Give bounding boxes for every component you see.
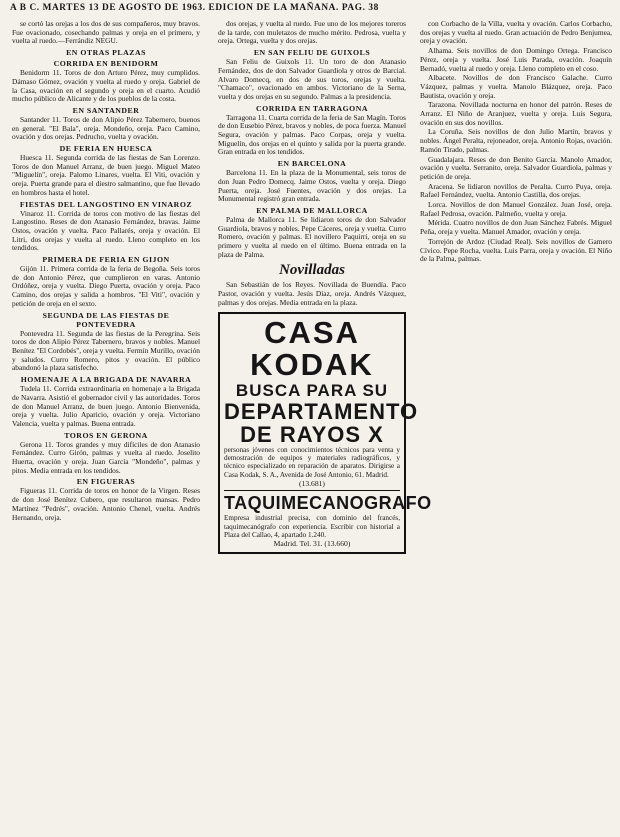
article-paragraph: Guadalajara. Reses de don Benito García. Manolo Amador, ovación y vuelta. Serranito, oreja. Salvador Guardiola, palmas y petición de oreja.: [420, 154, 612, 181]
ad-title-rayos-x: DE RAYOS X: [240, 421, 384, 447]
page-header: A B C. MARTES 13 DE AGOSTO DE 1963. EDICION DE LA MAÑANA. PAG. 38: [10, 3, 379, 13]
article-paragraph: Alhama. Seis novillos de don Domingo Ortega. Francisco Pérez, oreja y vuelta. José Luis Parada, ovación. Joaquín Bernadó, vuelta al ruedo y oreja. Lleno completo en el coso.: [420, 46, 612, 73]
article-paragraph: dos orejas, y vuelta al ruedo. Fue uno de los mejores toreros de la tarde, con muletazos de mucho mérito. Pedrosa, vuelta y oreja. Ortega, vuelta y dos orejas.: [218, 19, 406, 46]
article-paragraph: Barcelona 11. En la plaza de la Monumental, seis toros de don Juan Pedro Domecq. Jaime Ostos, vuelta y oreja. Diego Puerta, oreja. José Fuentes, ovación y dos orejas. La Monumental registró gran entrada.: [218, 168, 406, 204]
section-heading: CORRIDA EN BENIDORM: [53, 59, 159, 69]
article-paragraph: Mérida. Cuatro novillos de don Juan Sánchez Fabrés. Miguel Peña, oreja y vuelta. Manuel Amador, ovación y oreja.: [420, 218, 612, 237]
article-paragraph: Tarazona. Novillada nocturna en honor del patrón. Reses de Arranz. El Niño de Aranjuez, vuelta y oreja. Luis Segura, ovación en sus dos novillos.: [420, 100, 612, 127]
article-paragraph: Lorca. Novillos de don Manuel González. Juan José, oreja. Rafael Pedrosa, ovación. Palmeño, vuelta y oreja.: [420, 200, 612, 218]
article-paragraph: Tarragona 11. Cuarta corrida de la feria de San Magín. Toros de don Eusebio Pérez, bravos y nobles, de poca fuerza. Manuel Segura, ovación y palmas. Paco Corpas, oreja y vuelta. Miguelín, dos orejas en el quinto y salida por la puerta grande. Gran entrada en los tendidos.: [218, 112, 406, 157]
article-paragraph: Santander 11. Toros de don Alipio Pérez Tabernero, buenos en general. "El Bala", oreja. Mondeño, oreja. Paco Camino, ovación y dos orejas. Pedrucho, vuelta y ovación.: [12, 114, 200, 142]
ad-body-text: personas jóvenes con conocimientos técnicos para venta y demostración de equipos y materiales radiográficos, y técnico especializado en reparación de aparatos. Dirigirse a Casa Kodak, S. A., Avenida de José Antonio, 61. Madrid.: [224, 445, 400, 479]
ad-title-busca: BUSCA PARA SU: [235, 380, 389, 400]
article-paragraph: Torrejón de Ardoz (Ciudad Real). Seis novillos de Gamero Cívico. Pepe Rocha, vuelta. Luis Parra, oreja y ovación. El Niño de la Palma, palmas.: [420, 236, 612, 264]
column-3: [420, 20, 612, 832]
article-paragraph: San Sebastián de los Reyes. Novillada de Buendía. Paco Pastor, ovación y vuelta. Jesús Díaz, oreja. Andrés Vázquez, palmas y dos orejas. Media entrada en la plaza.: [218, 280, 406, 307]
article-paragraph: Albacete. Novillos de don Francisco Galache. Curro Vázquez, palmas y vuelta. Manolo Blázquez, oreja. Paco Bautista, ovación y oreja.: [420, 73, 612, 100]
ad2-reference: Madrid. Tel. 31. (13.660): [273, 539, 351, 549]
article-paragraph: Benidorm 11. Toros de don Arturo Pérez, muy cumplidos. Dámaso Gómez, ovación y vuelta al ruedo y oreja. Gabriel de la Casa, ovación en el segundo y oreja en el cuarto. Acudió mucho público de Alicante y de los pueblos de la costa.: [12, 68, 200, 104]
article-paragraph: Aracena. Se lidiaron novillos de Peralta. Curro Puya, oreja. Rafael Fernández, vuelta. Antonio Castilla, dos orejas.: [420, 181, 612, 200]
article-paragraph: Huesca 11. Segunda corrida de las fiestas de San Lorenzo. Toros de don Manuel Arranz, de buen juego. Miguel Mateo "Miguelín", oreja. Palomo Linares, vuelta. El Viti, ovación y oreja. Puerta grande para el diestro salmantino, que fue llevado en hombros hasta el hotel.: [12, 153, 200, 197]
ad-title-casa-kodak: CASA KODAK: [250, 314, 374, 382]
article-paragraph: La Coruña. Seis novillos de don Julio Martín, bravos y nobles. Ángel Peralta, rejoneador, oreja. Antonio Rojas, ovación. Ramón Tirado, palmas.: [420, 127, 613, 154]
section-heading: FIESTAS DEL LANGOSTINO EN VINAROZ: [19, 199, 193, 209]
section-heading: PRIMERA DE FERIA EN GIJON: [42, 255, 170, 265]
section-heading: EN PALMA DE MALLORCA: [256, 205, 368, 215]
section-heading: EN FIGUERAS: [76, 477, 136, 487]
article-paragraph: Gijón 11. Primera corrida de la feria de Begoña. Seis toros de don Antonio Pérez, que cumplieron en varas. Antonio Ordóñez, oreja y vuelta. Diego Puerta, ovación y oreja. Paco Camino, dos orejas y salida a hombros. "El Viti", ovación y petición de oreja en el sexto.: [12, 264, 200, 308]
article-paragraph: con Corbacho de la Villa, vuelta y ovación. Carlos Corbacho, dos orejas y vuelta al ruedo. Gran actuación de Pedro Benjumea, oreja y ovación.: [420, 19, 612, 46]
section-heading: EN SAN FELIU DE GUIXOLS: [253, 48, 371, 58]
section-heading: HOMENAJE A LA BRIGADA DE NAVARRA: [20, 375, 192, 385]
article-paragraph: Tudela 11. Corrida extraordinaria en homenaje a la Brigada de Navarra. Asistió el gobernador civil y las autoridades. Toros de don Manuel Arranz, de buen juego. Antonio Bienvenida, oreja y vuelta. Julio Aparicio, ovación y oreja. Victoriano Valencia, vuelta y palmas. Buena entrada.: [12, 384, 200, 428]
ad-title-departamento: DEPARTAMENTO: [224, 398, 419, 424]
article-paragraph: Pontevedra 11. Segunda de las fiestas de la Peregrina. Seis toros de don Alipio Pérez Tabernero, bravos y nobles. Manuel Benítez "El Cordobés", oreja y vuelta. Fermín Murillo, ovación y saludos. Curro Romero, pitos y ovación. El público abandonó la plaza satisfecho.: [12, 328, 200, 373]
article-paragraph: San Feliu de Guixols 11. Un toro de don Atanasio Fernández, dos de don Salvador Guardiola y otros de Barcial. Alvaro Domecq, en dos de sus toros, orejas y vuelta. "Chamaco", ovacionado en ambos. Victoriano de la Serna, vuelta y dos orejas en su segundo. Palmas a la presidencia.: [218, 57, 406, 101]
section-heading: DE FERIA EN HUESCA: [59, 144, 153, 154]
ad-reference: (13.681): [299, 479, 325, 489]
article-paragraph: Gerona 11. Toros grandes y muy difíciles de don Atanasio Fernández. Curro Girón, palmas y vuelta al ruedo. Joselito Huerta, ovación y oreja. Juan García "Mondeño", palmas y pitos. Media entrada en los tendidos.: [12, 439, 200, 475]
section-heading: CORRIDA EN TARRAGONA: [256, 103, 368, 113]
column-1: [12, 20, 200, 832]
ad2-body-text: Empresa industrial precisa, con dominio del francés, taquimecanógrafo con experiencia. Escribir con historial a Plaza del Callao, 4, apartado 1.240.: [224, 514, 400, 540]
section-heading: TOROS EN GERONA: [64, 430, 148, 440]
section-heading: SEGUNDA DE LAS FIESTAS DE PONTEVEDRA: [42, 310, 170, 329]
article-paragraph: Figueras 11. Corrida de toros en honor de la Virgen. Reses de don José Benítez Cubero, que resultaron mansas. Pedro Martínez "Pedrés", ovación. Antonio Chenel, vuelta. Andrés Hernando, oreja.: [12, 486, 200, 522]
kodak-advertisement: [218, 312, 432, 555]
column-2: [218, 19, 432, 832]
section-heading: EN OTRAS PLAZAS: [66, 48, 146, 58]
ad-title-taquimecanografo: TAQUIMECANOGRAFO: [224, 490, 400, 514]
section-heading: EN SANTANDER: [72, 105, 140, 115]
column-2-articles: [218, 20, 406, 308]
article-paragraph: Vinaroz 11. Corrida de toros con motivo de las fiestas del Langostino. Reses de don Atanasio Fernández, bravas. Jaime Ostos, ovación y vuelta. Paco Pallarés, oreja y ovación. El Litri, dos orejas y vuelta al ruedo. Lleno completo en los tendidos.: [12, 208, 200, 253]
article-paragraph: se cortó las orejas a los dos de sus compañeros, muy bravos. Fue ovacionado, cosechando palmas y oreja en el primero, y vuelta al ruedo.—Ferrándiz NEGU.: [12, 19, 200, 46]
section-title: Novilladas: [279, 262, 345, 279]
article-paragraph: Palma de Mallorca 11. Se lidiaron toros de don Salvador Guardiola, bravos y nobles. Pepe Cáceres, oreja y vuelta. Curro Romero, ovación y palmas. El novillero Paquirri, oreja en su primero y vuelta al ruedo en el último. Buena entrada en la plaza de Palma.: [218, 214, 406, 259]
section-heading: EN BARCELONA: [277, 159, 347, 169]
